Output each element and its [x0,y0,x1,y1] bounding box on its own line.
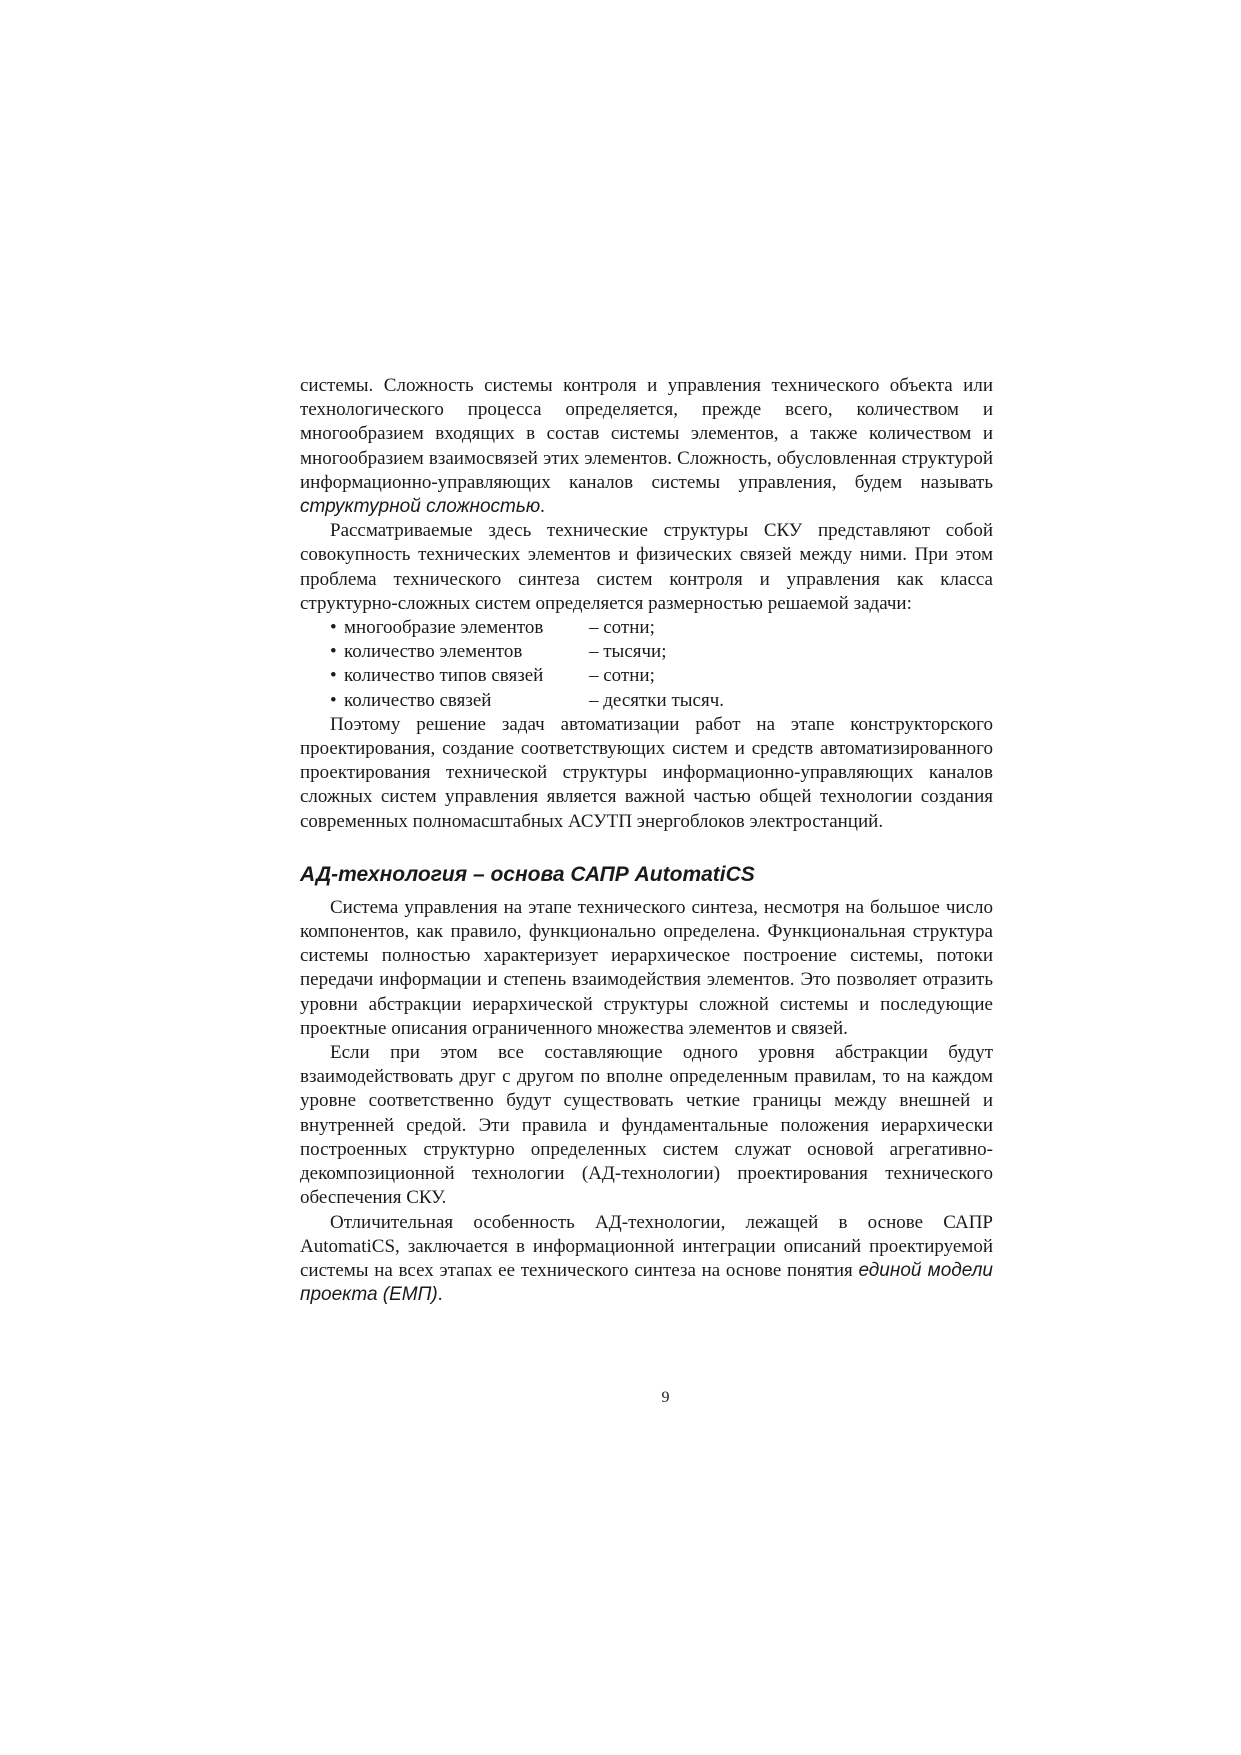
bullet-icon: • [330,641,337,663]
list-item-value: – сотни; [589,665,655,687]
paragraph-text: Отличительная особенность АД-технологии, лежащей в основе САПР AutomatiCS, заключается в информационной интеграции описаний проектируемой системы на всех этапах ее технического синтеза на основе понятия [300,1211,993,1281]
bullet-icon: • [330,617,337,639]
paragraph-automation: Поэтому решение задач автоматизации работ на этапе конструкторского проектирования, создание соответствующих систем и средств автоматизированного проектирования технической структуры информационно-управляющих каналов сложных систем управления является важной частью общей технологии создания современных полномасштабных АСУТП энергоблоков электростанций. [300,713,993,832]
section-heading: АД-технология – основа САПР AutomatiCS [300,862,755,886]
list-item-value: – сотни; [589,617,655,639]
emphasis-term: структурной сложностью [300,496,541,518]
bullet-icon: • [330,689,337,711]
list-item-label: количество связей [344,689,492,711]
paragraph-tail: . [540,496,545,518]
list-item [330,616,993,640]
bullet-icon: • [330,665,337,687]
paragraph-emp [300,1211,993,1308]
list-item-value: – десятки тысяч. [589,689,724,711]
list-item-label: количество элементов [344,641,523,663]
paragraph-text: системы. Сложность системы контроля и управления технического объекта или технологического процесса определяется, прежде всего, количеством и многообразием входящих в состав системы элементов, а также количеством и многообразием взаимосвязей этих элементов. Сложность, обусловленная структурой информационно-управляющих каналов системы управления, будем называть [300,375,993,493]
paragraph-functional-structure: Система управления на этапе технического синтеза, несмотря на большое число компонентов, как правило, функционально определена. Функциональная структура системы полностью характеризует иерархическое построение системы, потоки передачи информации и степень взаимодействия элементов. Это позволяет отразить уровни абстракции иерархической структуры сложной системы и последующие проектные описания ограниченного множества элементов и связей. [300,896,993,1039]
list-item-label: многообразие элементов [344,617,544,639]
list-item [330,664,993,688]
dimension-list [300,616,993,713]
list-item [330,640,993,664]
paragraph-abstraction-levels: Если при этом все составляющие одного уровня абстракции будут взаимодействовать друг с другом по вполне определенным правилам, то на каждом уровне соответственно будут существовать четкие границы между внешней и внутренней средой. Эти правила и фундаментальные положения иерархически построенных структурно определенных систем служат основой агрегативно-декомпозиционной технологии (АД-технологии) проектирования технического обеспечения СКУ. [300,1042,993,1209]
page-body [300,374,993,1307]
list-item-value: – тысячи; [589,641,667,663]
paragraph-tail: . [437,1284,443,1306]
paragraph-sku-structures: Рассматриваемые здесь технические структуры СКУ представляют собой совокупность технических элементов и физических связей между ними. При этом проблема технического синтеза систем контроля и управления как класса структурно-сложных систем определяется размерностью решаемой задачи: [300,520,993,614]
page-number: 9 [661,1389,670,1406]
list-item-label: количество типов связей [344,665,544,687]
paragraph-structural-complexity [300,374,993,519]
emphasis-term: единой модели проекта (ЕМП) [300,1259,993,1306]
list-item [330,689,993,713]
